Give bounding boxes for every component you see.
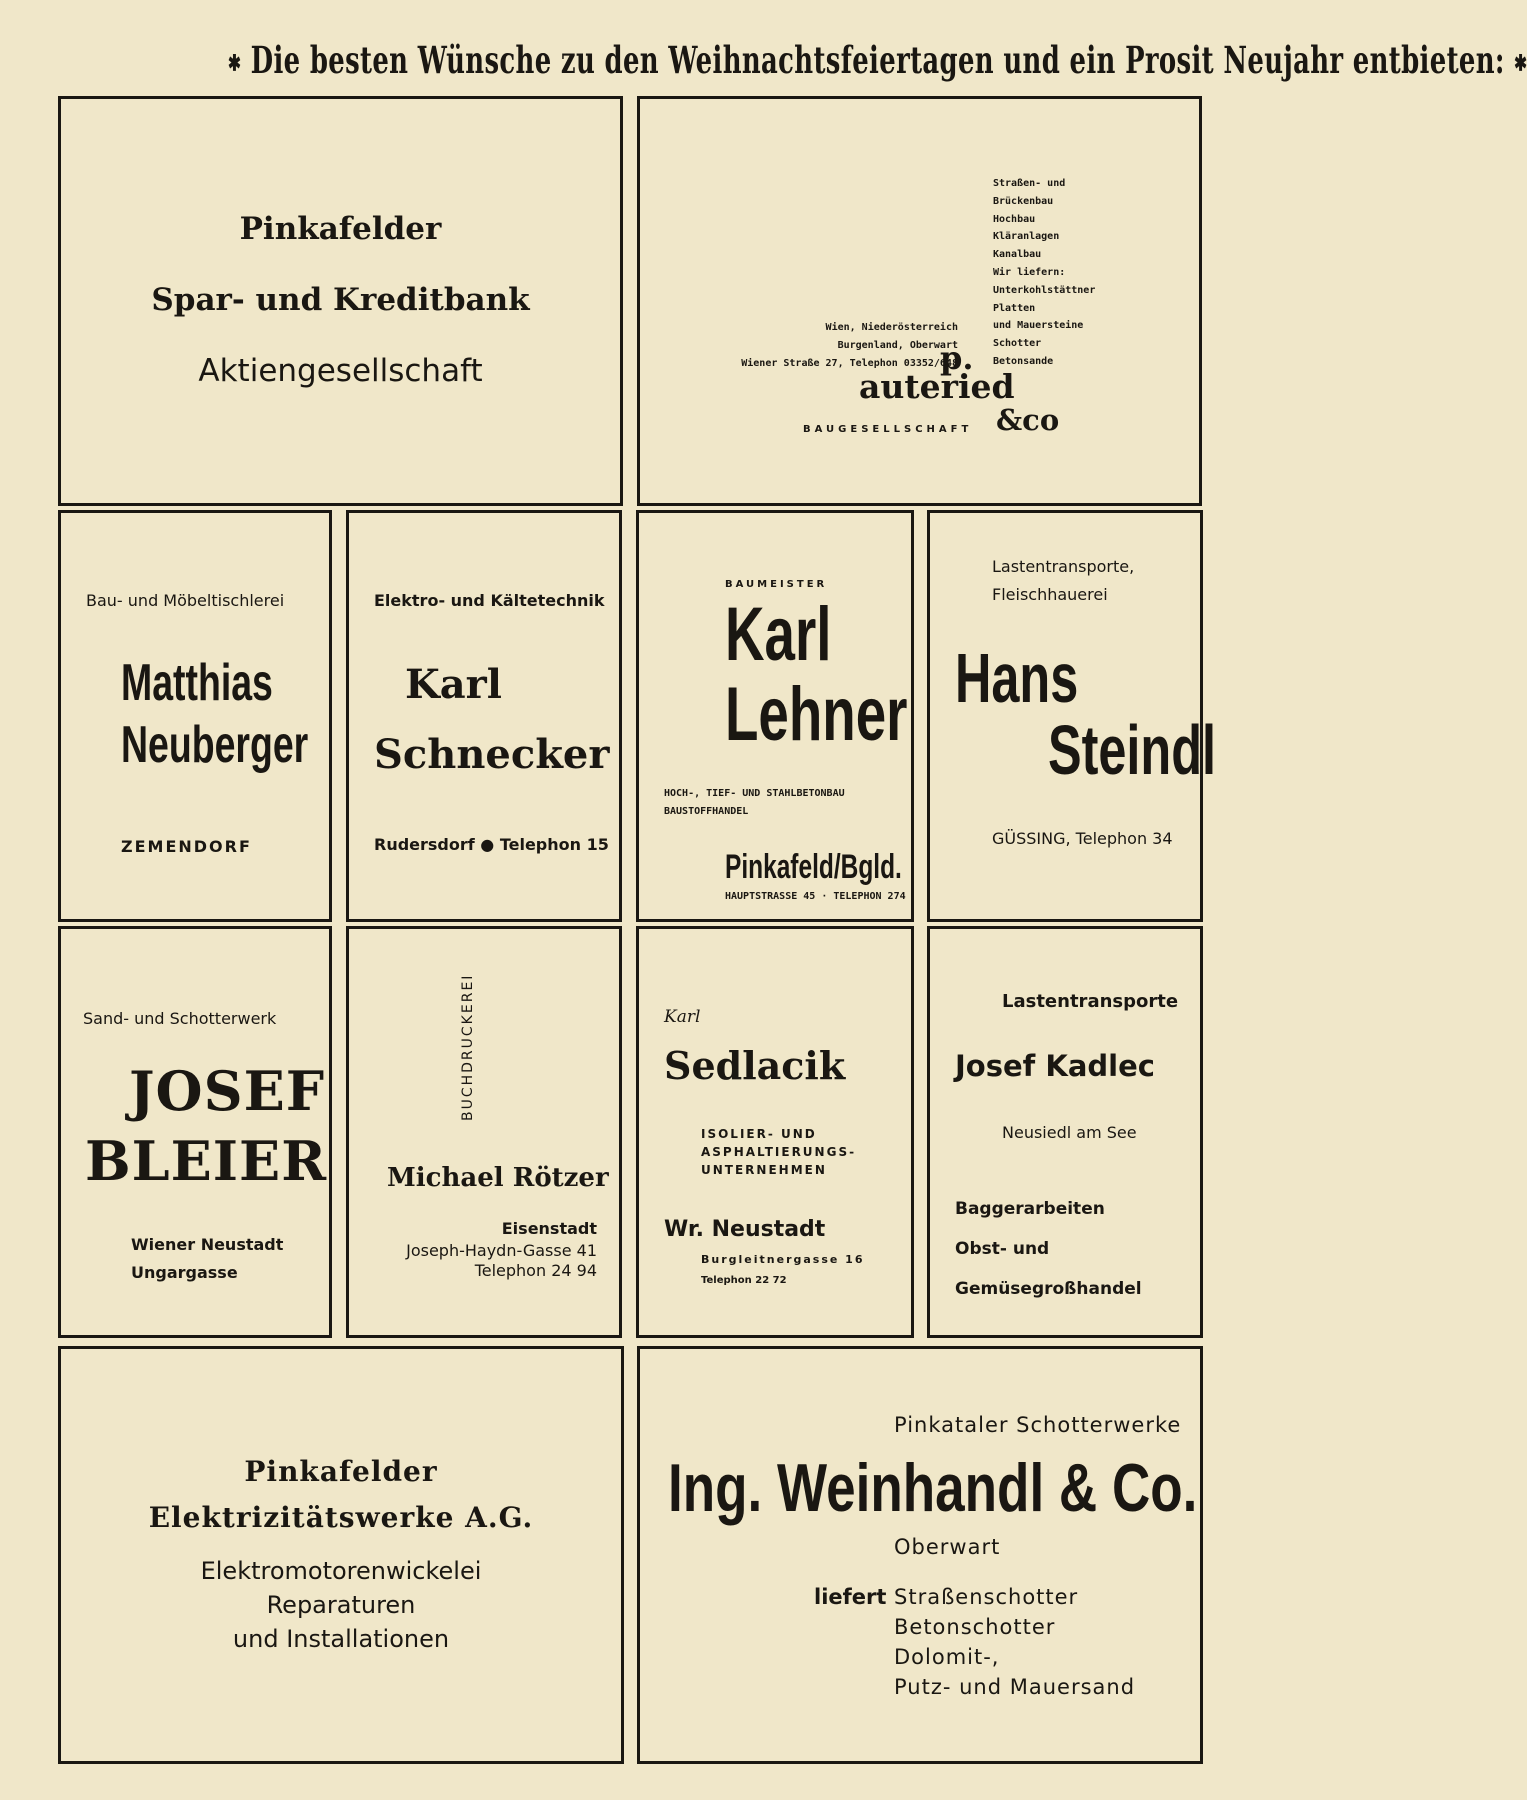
schnecker-first: Karl xyxy=(405,661,502,708)
kadlec-service-1: Baggerarbeiten xyxy=(955,1199,1105,1219)
service-line: Unterkohlstättner xyxy=(993,284,1096,296)
roetzer-street: Joseph-Haydn-Gasse 41 xyxy=(406,1241,597,1260)
ad-spar-kreditbank xyxy=(58,96,623,506)
star-icon: ✱ xyxy=(228,50,242,77)
sedlacik-first: Karl xyxy=(664,1007,701,1027)
roetzer-city: Eisenstadt xyxy=(501,1219,597,1238)
weinhandl-trade: Pinkataler Schotterwerke xyxy=(894,1413,1182,1437)
weinhandl-item-2: Betonschotter xyxy=(894,1615,1056,1639)
address-line: Burgenland, Oberwart xyxy=(837,339,958,351)
ad-auteried xyxy=(637,96,1202,506)
sedlacik-phone: Telephon 22 72 xyxy=(701,1275,787,1286)
steindl-place: GÜSSING, Telephon 34 xyxy=(992,829,1173,848)
neuberger-last: Neuberger xyxy=(121,716,309,774)
service-line: und Mauersteine xyxy=(993,320,1084,332)
sedlacik-street: Burgleitnergasse 16 xyxy=(701,1253,865,1266)
ad-roetzer xyxy=(346,926,622,1338)
ewerke-line-5: und Installationen xyxy=(232,1625,450,1653)
ewerke-line-3: Elektromotorenwickelei xyxy=(200,1557,482,1585)
ad-steindl xyxy=(927,510,1217,922)
kadlec-name: Josef Kadlec xyxy=(955,1049,1155,1083)
neuberger-first: Matthias xyxy=(121,654,273,712)
schnecker-trade: Elektro- und Kältetechnik xyxy=(374,591,605,610)
auteried-logo-name: auteried xyxy=(859,367,1015,406)
lehner-service-2: BAUSTOFFHANDEL xyxy=(664,806,749,817)
ad-schnecker xyxy=(346,510,622,922)
sedlacik-desc-2: ASPHALTIERUNGS- xyxy=(701,1145,857,1159)
sedlacik-description xyxy=(701,1125,856,1179)
ewerke-line-2: Elektrizitätswerke A.G. xyxy=(148,1501,534,1534)
kadlec-service-3: Gemüsegroßhandel xyxy=(955,1279,1142,1299)
service-line: Betonsande xyxy=(993,355,1054,367)
weinhandl-item-3: Dolomit-, xyxy=(894,1645,1000,1669)
bank-line-2: Spar- und Kreditbank xyxy=(151,282,530,318)
auteried-address xyxy=(710,319,958,372)
weinhandl-supplies-label: liefert xyxy=(814,1585,887,1609)
weinhandl-name-wrap xyxy=(668,1451,1347,1525)
lehner-city: Pinkafeld/Bgld. xyxy=(725,848,902,886)
lehner-address: HAUPTSTRASSE 45 · TELEPHON 274 xyxy=(725,891,906,902)
service-line: Schotter xyxy=(993,338,1042,350)
auteried-services xyxy=(993,175,1095,371)
steindl-last: Steindl xyxy=(1048,711,1217,789)
lehner-first-wrap xyxy=(725,592,873,677)
roetzer-phone: Telephon 24 94 xyxy=(474,1261,597,1280)
auteried-logo-co: &co xyxy=(996,403,1060,437)
star-icon: ✱ xyxy=(1514,50,1527,77)
ewerke-line-4: Reparaturen xyxy=(266,1591,416,1619)
schnecker-last: Schnecker xyxy=(374,731,610,778)
service-line: Brückenbau xyxy=(993,195,1054,207)
service-line: Platten xyxy=(993,302,1036,314)
weinhandl-city: Oberwart xyxy=(894,1535,1001,1559)
bleier-first: JOSEF xyxy=(129,1059,326,1123)
neuberger-name xyxy=(121,653,332,713)
lehner-service-1: HOCH-, TIEF- UND STAHLBETONBAU xyxy=(664,788,845,799)
steindl-first-wrap xyxy=(955,641,1126,715)
sedlacik-desc-3: UNTERNEHMEN xyxy=(701,1163,827,1177)
ad-lehner xyxy=(636,510,914,922)
ad-sedlacik xyxy=(636,926,914,1338)
steindl-last-wrap xyxy=(1048,713,1281,787)
roetzer-name: Michael Rötzer xyxy=(387,1163,609,1193)
kadlec-service-2: Obst- und xyxy=(955,1239,1050,1259)
address-line: Wiener Straße 27, Telephon 03352/648 xyxy=(741,357,958,369)
ad-kadlec xyxy=(927,926,1203,1338)
ad-elektrizitaetswerke xyxy=(58,1346,624,1764)
schnecker-place: Rudersdorf ● Telephon 15 xyxy=(374,835,609,854)
neuberger-place: ZEMENDORF xyxy=(121,837,252,856)
service-line: Straßen- und xyxy=(993,178,1066,189)
bleier-trade: Sand- und Schotterwerk xyxy=(83,1009,277,1028)
steindl-trade-2: Fleischhauerei xyxy=(992,585,1108,604)
ad-neuberger xyxy=(58,510,332,922)
service-line: Wir liefern: xyxy=(993,266,1066,278)
lehner-last: Lehner xyxy=(725,672,908,757)
sedlacik-last: Sedlacik xyxy=(664,1043,846,1088)
address-line: Wien, Niederösterreich xyxy=(825,322,958,333)
lehner-first: Karl xyxy=(725,592,832,677)
page-header xyxy=(228,38,1527,82)
bleier-address-1: Wiener Neustadt xyxy=(131,1235,284,1254)
lehner-title: BAUMEISTER xyxy=(725,579,828,590)
steindl-trade-1: Lastentransporte, xyxy=(992,557,1135,576)
neuberger-trade: Bau- und Möbeltischlerei xyxy=(86,591,285,610)
lehner-services xyxy=(664,785,845,821)
sedlacik-city: Wr. Neustadt xyxy=(664,1217,826,1242)
auteried-tagline: BAUGESELLSCHAFT xyxy=(803,424,973,435)
weinhandl-name: Ing. Weinhandl & Co. xyxy=(668,1450,1198,1526)
service-line: Hochbau xyxy=(993,213,1036,225)
ewerke-line-1: Pinkafelder xyxy=(244,1455,438,1488)
bleier-address-2: Ungargasse xyxy=(131,1263,238,1282)
neuberger-last-wrap xyxy=(121,715,381,775)
bank-line-1: Pinkafelder xyxy=(239,211,442,247)
weinhandl-item-1: Straßenschotter xyxy=(894,1585,1079,1609)
weinhandl-item-4: Putz- und Mauersand xyxy=(894,1675,1136,1699)
service-line: Kanalbau xyxy=(993,249,1042,261)
ad-weinhandl xyxy=(637,1346,1203,1764)
roetzer-vertical-label: BUCHDRUCKEREI xyxy=(460,973,476,1121)
bleier-last: BLEIER xyxy=(85,1129,328,1193)
kadlec-trade: Lastentransporte xyxy=(1002,991,1179,1012)
sedlacik-desc-1: ISOLIER- UND xyxy=(701,1127,817,1141)
bank-line-3: Aktiengesellschaft xyxy=(198,353,483,389)
header-title: Die besten Wünsche zu den Weihnachtsfeiertagen und ein Prosit Neujahr entbieten: xyxy=(250,38,1505,82)
service-line: Kläranlagen xyxy=(993,231,1060,243)
steindl-first: Hans xyxy=(955,639,1079,717)
auteried-logo-p: p. xyxy=(940,339,974,377)
ad-bleier xyxy=(58,926,332,1338)
kadlec-place: Neusiedl am See xyxy=(1002,1123,1137,1142)
